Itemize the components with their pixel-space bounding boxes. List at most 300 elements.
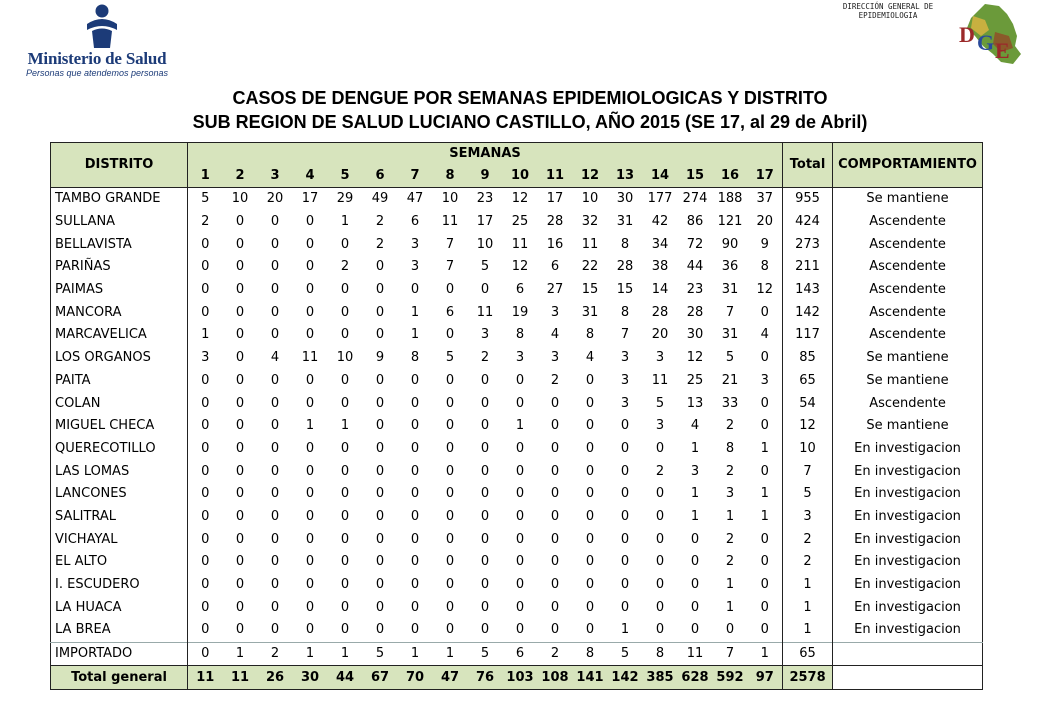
cell-week-3: 0 — [270, 622, 280, 638]
header-week-14: 14 — [643, 165, 678, 188]
cell-week-12: 32 — [581, 214, 599, 230]
cell-week-4: 0 — [305, 440, 315, 456]
cell-week-9: 2 — [480, 350, 490, 366]
cell-week-14: 0 — [655, 508, 665, 524]
cell-week-4: 0 — [305, 486, 315, 502]
cell-distrito: LANCONES — [51, 483, 188, 506]
cell-week-3: 0 — [270, 304, 280, 320]
cell-total: 5 — [783, 483, 833, 506]
cell-distrito: LA BREA — [51, 619, 188, 642]
cell-week-7: 1 — [410, 304, 420, 320]
dge-logo — [955, 2, 1027, 68]
cell-distrito: LOS ORGANOS — [51, 347, 188, 370]
cell-week-8: 0 — [445, 554, 455, 570]
cell-week-16: 7 — [713, 642, 748, 666]
cell-week-13: 0 — [620, 440, 630, 456]
cell-week-13: 31 — [616, 214, 634, 230]
cell-week-12: 10 — [581, 191, 599, 207]
cell-total: 3 — [783, 506, 833, 529]
cell-week-11: 0 — [550, 622, 560, 638]
cell-week-9: 23 — [476, 191, 494, 207]
cell-week-11: 0 — [550, 554, 560, 570]
cell-week-8: 0 — [445, 327, 455, 343]
ministry-person-icon — [84, 4, 120, 48]
cell-week-10: 0 — [515, 554, 525, 570]
cell-week-5: 0 — [340, 577, 350, 593]
cell-week-10: 0 — [515, 463, 525, 479]
cell-total: 273 — [783, 233, 833, 256]
header-week-10: 10 — [503, 165, 538, 188]
header-semanas: SEMANAS — [188, 143, 783, 166]
header-week-16: 16 — [713, 165, 748, 188]
cell-week-10: 1 — [515, 418, 525, 434]
cell-week-16: 90 — [721, 236, 739, 252]
cell-week-11: 2 — [538, 642, 573, 666]
cell-week-1: 0 — [201, 622, 210, 638]
cell-comportamiento: En investigacion — [854, 486, 961, 502]
cell-week-9: 0 — [480, 622, 490, 638]
cell-week-13: 0 — [620, 531, 630, 547]
cell-week-13: 0 — [620, 599, 630, 615]
cell-week-16: 36 — [721, 259, 739, 275]
cell-week-15: 1 — [690, 508, 700, 524]
cell-week-12: 0 — [585, 486, 595, 502]
cell-week-16: 8 — [725, 440, 735, 456]
cell-week-1: 0 — [201, 508, 210, 524]
cell-week-5: 1 — [340, 418, 350, 434]
cell-week-14: 28 — [651, 304, 669, 320]
cell-week-15: 274 — [682, 191, 708, 207]
cell-total: 211 — [783, 256, 833, 279]
cell-week-4: 0 — [305, 554, 315, 570]
table-row — [51, 483, 983, 506]
svg-text:D: D — [959, 22, 975, 47]
cell-week-10: 8 — [515, 327, 525, 343]
cell-week-14: 177 — [647, 191, 673, 207]
cell-week-16: 121 — [717, 214, 743, 230]
cell-week-12: 0 — [585, 531, 595, 547]
cell-distrito: MIGUEL CHECA — [51, 415, 188, 438]
cell-week-6: 9 — [375, 350, 385, 366]
cell-week-11: 27 — [546, 282, 564, 298]
cell-week-3: 0 — [270, 531, 280, 547]
cell-week-15: 23 — [686, 282, 704, 298]
cell-week-15: 0 — [690, 554, 700, 570]
cell-week-4: 0 — [305, 372, 315, 388]
cell-week-10: 19 — [511, 304, 529, 320]
cell-week-2: 0 — [235, 531, 245, 547]
cell-week-11: 16 — [546, 236, 564, 252]
cell-week-12: 31 — [581, 304, 599, 320]
ministry-tagline: Personas que atendemos personas — [25, 68, 169, 78]
cell-week-7: 0 — [410, 440, 420, 456]
cell-week-10: 0 — [515, 372, 525, 388]
cell-week-4: 0 — [305, 463, 315, 479]
cell-week-13: 15 — [616, 282, 634, 298]
cell-week-16: 31 — [721, 327, 739, 343]
cell-distrito: SULLANA — [51, 211, 188, 234]
table-row — [51, 438, 983, 461]
cell-week-2: 0 — [235, 236, 245, 252]
cell-week-14: 8 — [643, 642, 678, 666]
table-row — [51, 551, 983, 574]
cell-week-3: 0 — [270, 463, 280, 479]
cell-week-13: 5 — [608, 642, 643, 666]
cell-comportamiento: Ascendente — [869, 304, 946, 320]
cell-week-11: 0 — [550, 486, 560, 502]
cell-week-7: 3 — [410, 236, 420, 252]
cell-distrito: I. ESCUDERO — [51, 574, 188, 597]
cell-week-16: 33 — [721, 395, 739, 411]
cell-week-8: 0 — [445, 372, 455, 388]
cell-week-13: 28 — [616, 259, 634, 275]
cell-total: 12 — [783, 415, 833, 438]
ministerio-de-salud-logo — [22, 4, 172, 76]
cell-week-9: 0 — [480, 486, 490, 502]
cell-week-6: 2 — [375, 214, 385, 230]
cell-week-7: 1 — [410, 327, 420, 343]
cell-week-5: 0 — [340, 599, 350, 615]
cell-week-14: 0 — [655, 622, 665, 638]
cell-week-2: 0 — [235, 282, 245, 298]
cell-week-4: 0 — [305, 622, 315, 638]
cell-week-3: 0 — [270, 486, 280, 502]
cell-week-11: 0 — [550, 418, 560, 434]
cell-week-12: 22 — [581, 259, 599, 275]
cell-week-7: 47 — [406, 191, 424, 207]
table-row — [51, 301, 983, 324]
cell-week-2: 0 — [235, 554, 245, 570]
cell-week-11: 3 — [550, 350, 560, 366]
header-week-6: 6 — [363, 165, 398, 188]
cell-week-17: 0 — [760, 395, 769, 411]
cell-week-8: 0 — [445, 577, 455, 593]
cell-total: 7 — [783, 460, 833, 483]
cell-week-1: 0 — [201, 463, 210, 479]
cell-week-4: 0 — [305, 304, 315, 320]
cell-week-15: 30 — [686, 327, 704, 343]
cell-comportamiento — [833, 666, 983, 690]
cell-week-4: 0 — [305, 508, 315, 524]
total-general-row — [51, 666, 983, 690]
cell-week-14: 34 — [651, 236, 669, 252]
cell-total: 117 — [783, 324, 833, 347]
cell-week-13: 3 — [620, 350, 630, 366]
cell-week-5: 0 — [340, 282, 350, 298]
cell-week-6: 0 — [375, 577, 385, 593]
cell-week-12: 15 — [581, 282, 599, 298]
cell-total: 2 — [783, 528, 833, 551]
cell-week-9: 5 — [480, 259, 490, 275]
cell-week-8: 7 — [445, 236, 455, 252]
cell-total: 2 — [783, 551, 833, 574]
cell-week-1: 0 — [201, 599, 210, 615]
cell-week-3: 4 — [270, 350, 280, 366]
cell-week-8: 5 — [445, 350, 455, 366]
cell-week-9: 0 — [480, 577, 490, 593]
cell-week-4: 0 — [305, 395, 315, 411]
cell-total: 142 — [783, 301, 833, 324]
cell-week-5: 0 — [340, 508, 350, 524]
cell-week-15: 0 — [690, 599, 700, 615]
header-week-17: 17 — [748, 165, 783, 188]
dge-line-1: DIRECCIÓN GENERAL DE — [842, 2, 934, 11]
cell-week-17: 0 — [760, 463, 769, 479]
cell-week-2: 0 — [235, 463, 245, 479]
cell-week-1: 0 — [201, 531, 210, 547]
cell-week-4: 0 — [305, 214, 315, 230]
cell-week-10: 0 — [515, 531, 525, 547]
cell-week-5: 0 — [340, 395, 350, 411]
cell-week-16: 1 — [725, 577, 735, 593]
cell-comportamiento: Se mantiene — [866, 350, 949, 366]
table-row — [51, 506, 983, 529]
cell-week-16: 2 — [725, 531, 735, 547]
cell-week-12: 0 — [585, 395, 595, 411]
cell-week-17: 20 — [756, 214, 774, 230]
cell-distrito: IMPORTADO — [51, 642, 188, 666]
cell-week-5: 1 — [328, 642, 363, 666]
cell-week-3: 0 — [270, 395, 280, 411]
cell-week-16: 3 — [725, 486, 735, 502]
cell-week-14: 42 — [651, 214, 669, 230]
cell-week-9: 0 — [480, 531, 490, 547]
cell-week-3: 0 — [270, 418, 280, 434]
table-row — [51, 528, 983, 551]
cell-week-1: 0 — [201, 554, 210, 570]
cell-week-14: 0 — [655, 531, 665, 547]
header-comportamiento: COMPORTAMIENTO — [833, 143, 983, 188]
cell-comportamiento: Ascendente — [869, 259, 946, 275]
cell-week-17: 0 — [760, 554, 769, 570]
cell-week-5: 0 — [340, 531, 350, 547]
cell-week-11: 4 — [550, 327, 560, 343]
cell-week-13: 0 — [620, 554, 630, 570]
cell-week-16: 1 — [725, 508, 735, 524]
cell-week-10: 3 — [515, 350, 525, 366]
cell-week-10: 12 — [511, 259, 529, 275]
cell-week-17: 1 — [760, 508, 769, 524]
cell-week-4: 30 — [293, 666, 328, 690]
cell-week-15: 1 — [690, 486, 700, 502]
cell-week-2: 0 — [235, 622, 245, 638]
cell-week-12: 8 — [585, 327, 595, 343]
cell-week-14: 20 — [651, 327, 669, 343]
cell-week-17: 1 — [760, 486, 769, 502]
cell-total: 1 — [783, 574, 833, 597]
cell-week-10: 11 — [511, 236, 529, 252]
cell-week-12: 141 — [573, 666, 608, 690]
cell-week-1: 0 — [201, 236, 210, 252]
cell-week-16: 188 — [717, 191, 743, 207]
cell-week-8: 0 — [445, 508, 455, 524]
cell-week-8: 6 — [445, 304, 455, 320]
cell-week-3: 0 — [270, 440, 280, 456]
cell-week-6: 0 — [375, 554, 385, 570]
cell-week-3: 0 — [270, 236, 280, 252]
cell-week-14: 0 — [655, 554, 665, 570]
cell-week-3: 0 — [270, 259, 280, 275]
cell-week-7: 0 — [410, 599, 420, 615]
cell-week-13: 8 — [620, 236, 630, 252]
cell-week-8: 0 — [445, 463, 455, 479]
cell-distrito: COLAN — [51, 392, 188, 415]
cell-distrito: SALITRAL — [51, 506, 188, 529]
cell-week-1: 0 — [201, 395, 210, 411]
cell-week-1: 0 — [201, 282, 210, 298]
cell-week-2: 0 — [235, 350, 245, 366]
cell-week-14: 0 — [655, 486, 665, 502]
cell-week-9: 0 — [480, 440, 490, 456]
ministry-name: Ministerio de Salud — [27, 49, 167, 68]
cell-week-3: 0 — [270, 372, 280, 388]
cell-week-17: 0 — [760, 531, 769, 547]
header-week-2: 2 — [223, 165, 258, 188]
cell-week-8: 0 — [445, 440, 455, 456]
cell-week-10: 25 — [511, 214, 529, 230]
cell-week-6: 0 — [375, 440, 385, 456]
cell-week-10: 0 — [515, 622, 525, 638]
cell-week-16: 2 — [725, 418, 735, 434]
cell-week-4: 0 — [305, 531, 315, 547]
cell-distrito: LA HUACA — [51, 596, 188, 619]
cell-week-9: 0 — [480, 599, 490, 615]
cell-week-4: 0 — [305, 259, 315, 275]
table-row — [51, 347, 983, 370]
cell-week-2: 0 — [235, 599, 245, 615]
cell-week-17: 8 — [760, 259, 769, 275]
cell-comportamiento: Ascendente — [869, 327, 946, 343]
cell-week-6: 2 — [375, 236, 385, 252]
cell-week-8: 10 — [441, 191, 459, 207]
cell-week-14: 38 — [651, 259, 669, 275]
cell-week-6: 0 — [375, 622, 385, 638]
cell-week-6: 0 — [375, 463, 385, 479]
cell-week-5: 10 — [336, 350, 354, 366]
cell-week-3: 0 — [270, 282, 280, 298]
cell-week-11: 108 — [538, 666, 573, 690]
cell-week-8: 7 — [445, 259, 455, 275]
cell-comportamiento: Ascendente — [869, 214, 946, 230]
cell-week-5: 0 — [340, 236, 350, 252]
cell-week-8: 0 — [445, 395, 455, 411]
cell-week-5: 0 — [340, 622, 350, 638]
cell-week-6: 0 — [375, 372, 385, 388]
cell-distrito: PAIMAS — [51, 279, 188, 302]
cell-week-15: 72 — [686, 236, 704, 252]
cell-week-3: 0 — [270, 577, 280, 593]
cell-week-7: 0 — [410, 372, 420, 388]
cell-week-11: 0 — [550, 440, 560, 456]
cell-week-17: 0 — [760, 599, 769, 615]
cell-week-7: 0 — [410, 486, 420, 502]
cell-week-15: 0 — [690, 622, 700, 638]
cell-week-11: 0 — [550, 531, 560, 547]
cell-week-7: 0 — [410, 531, 420, 547]
cell-week-9: 0 — [480, 395, 490, 411]
header-week-8: 8 — [433, 165, 468, 188]
cell-week-8: 0 — [445, 622, 455, 638]
cell-week-7: 6 — [410, 214, 420, 230]
cell-week-4: 17 — [301, 191, 319, 207]
cell-week-14: 5 — [655, 395, 665, 411]
cell-week-17: 0 — [760, 577, 769, 593]
cell-week-4: 11 — [301, 350, 319, 366]
cell-week-17: 12 — [756, 282, 774, 298]
cell-week-1: 0 — [188, 642, 223, 666]
cell-week-1: 2 — [201, 214, 210, 230]
header-week-1: 1 — [188, 165, 223, 188]
cell-week-16: 2 — [725, 554, 735, 570]
cell-week-7: 0 — [410, 622, 420, 638]
cell-week-1: 1 — [201, 327, 210, 343]
cell-week-11: 0 — [550, 508, 560, 524]
cell-week-1: 5 — [201, 191, 210, 207]
cell-distrito: BELLAVISTA — [51, 233, 188, 256]
cell-week-7: 3 — [410, 259, 420, 275]
cell-comportamiento: En investigacion — [854, 554, 961, 570]
cell-week-16: 1 — [725, 599, 735, 615]
cell-week-3: 0 — [270, 554, 280, 570]
cell-week-5: 29 — [336, 191, 354, 207]
cell-week-13: 30 — [616, 191, 634, 207]
cell-week-10: 0 — [515, 599, 525, 615]
cell-week-5: 0 — [340, 327, 350, 343]
cell-week-7: 0 — [410, 554, 420, 570]
cell-week-16: 592 — [713, 666, 748, 690]
cell-week-15: 86 — [686, 214, 704, 230]
cell-week-10: 0 — [515, 395, 525, 411]
cell-distrito: PARIÑAS — [51, 256, 188, 279]
cell-week-16: 31 — [721, 282, 739, 298]
cell-week-9: 0 — [480, 418, 490, 434]
cell-week-15: 3 — [690, 463, 700, 479]
cell-week-1: 0 — [201, 486, 210, 502]
cell-total: 85 — [783, 347, 833, 370]
cell-week-2: 0 — [235, 259, 245, 275]
cell-week-10: 0 — [515, 486, 525, 502]
cell-week-13: 0 — [620, 577, 630, 593]
cell-week-11: 0 — [550, 599, 560, 615]
cell-week-16: 5 — [725, 350, 735, 366]
cell-week-6: 0 — [375, 531, 385, 547]
cell-week-2: 0 — [235, 418, 245, 434]
cell-week-9: 0 — [480, 463, 490, 479]
cell-week-5: 1 — [340, 214, 350, 230]
cell-week-12: 0 — [585, 508, 595, 524]
cell-week-4: 0 — [305, 577, 315, 593]
cell-week-2: 0 — [235, 486, 245, 502]
cell-week-9: 11 — [476, 304, 494, 320]
table-row — [51, 324, 983, 347]
cell-week-1: 0 — [201, 577, 210, 593]
cell-week-5: 2 — [340, 259, 350, 275]
cell-week-12: 0 — [585, 463, 595, 479]
cell-week-15: 28 — [686, 304, 704, 320]
cell-week-11: 0 — [550, 577, 560, 593]
cell-week-17: 9 — [760, 236, 769, 252]
cell-week-3: 26 — [258, 666, 293, 690]
table-row — [51, 619, 983, 642]
cell-distrito: Total general — [51, 666, 188, 690]
cell-week-3: 0 — [270, 214, 280, 230]
cell-week-7: 8 — [410, 350, 420, 366]
cell-week-9: 0 — [480, 508, 490, 524]
cell-week-12: 0 — [585, 622, 595, 638]
cell-week-15: 13 — [686, 395, 704, 411]
cell-week-4: 0 — [305, 327, 315, 343]
cell-total: 65 — [783, 370, 833, 393]
